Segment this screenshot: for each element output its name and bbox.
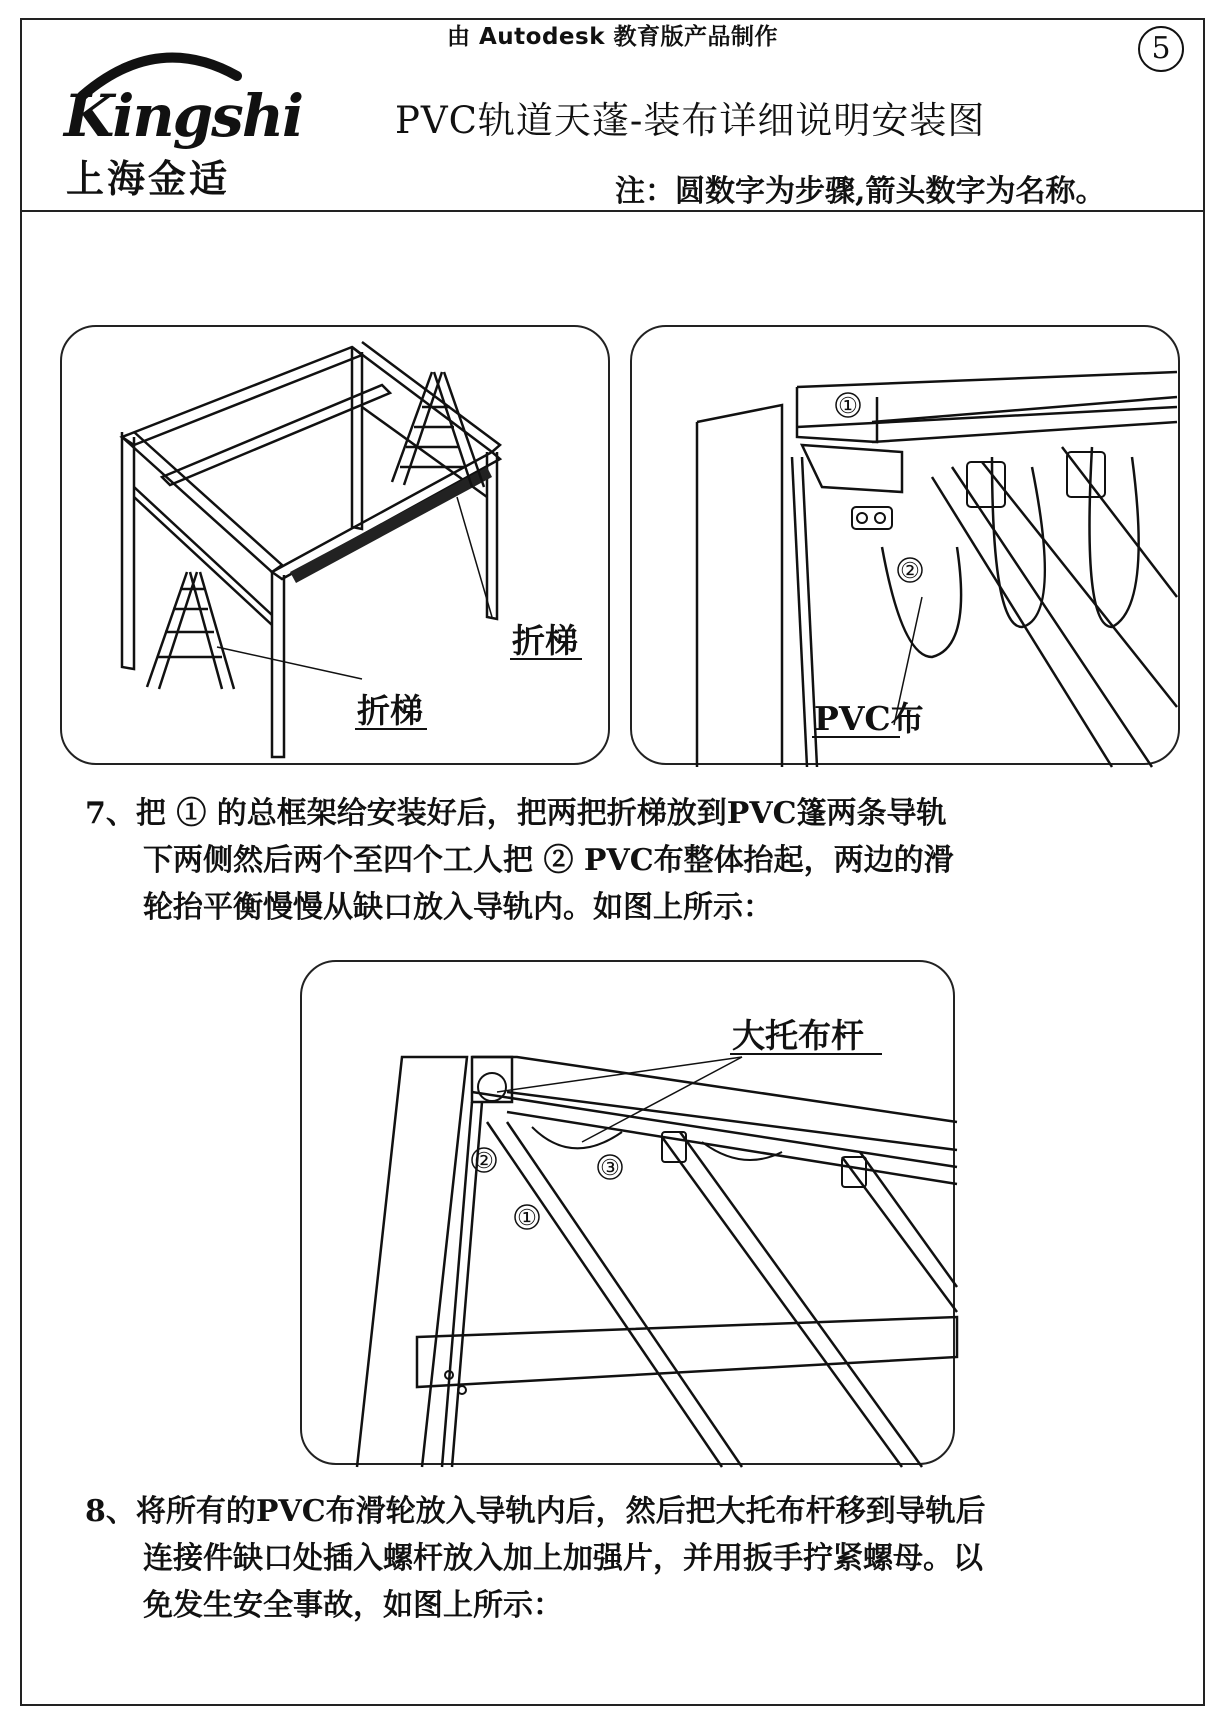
header-note: 注：圆数字为步骤,箭头数字为名称。 (615, 174, 1106, 209)
step-8-line-1: 8、将所有的PVC布滑轮放入导轨内后，然后把大托布杆移到导轨后 (85, 1494, 986, 1529)
marker-2: ② (900, 559, 920, 584)
header-divider (20, 210, 1205, 212)
autodesk-watermark: 由 Autodesk 教育版产品制作 (446, 24, 779, 50)
page-number: 5 (1138, 26, 1184, 72)
step-7-line-2: 下两侧然后两个至四个工人把 ② PVC布整体抬起，两边的滑 (143, 843, 954, 878)
page-title: PVC轨道天蓬-装布详细说明安装图 (395, 99, 986, 142)
pvc-fabric-callout: PVC布 (814, 699, 924, 738)
ladder-callout-left: 折梯 (357, 691, 423, 730)
support-bar-illustration (302, 962, 957, 1467)
step-8-line-2: 连接件缺口处插入螺杆放入加上加强片，并用扳手拧紧螺母。以 (143, 1541, 983, 1576)
marker-1: ① (517, 1206, 537, 1231)
step-7-line-3: 轮抬平衡慢慢从缺口放入导轨内。如图上所示： (143, 890, 773, 925)
support-bar-callout: 大托布杆 (732, 1016, 864, 1055)
step-8-line-3: 免发生安全事故，如图上所示： (143, 1588, 563, 1623)
figure-pvc-fabric-install (630, 325, 1180, 765)
marker-2: ② (474, 1149, 494, 1174)
ladder-callout-right: 折梯 (512, 621, 578, 660)
figure-frame-with-ladders (60, 325, 610, 765)
marker-1: ① (838, 394, 858, 419)
logo-wordmark: Kingshi (64, 82, 303, 150)
figure-support-bar (300, 960, 955, 1465)
step-7-line-1: 7、把 ① 的总框架给安装好后，把两把折梯放到PVC篷两条导轨 (85, 796, 947, 831)
logo-company-name: 上海金适 (66, 157, 231, 201)
frame-ladder-illustration (62, 327, 612, 767)
pvc-fabric-illustration (632, 327, 1182, 767)
marker-3: ③ (600, 1156, 620, 1181)
step-8-instructions (85, 1488, 986, 1629)
step-7-instructions (85, 790, 954, 931)
